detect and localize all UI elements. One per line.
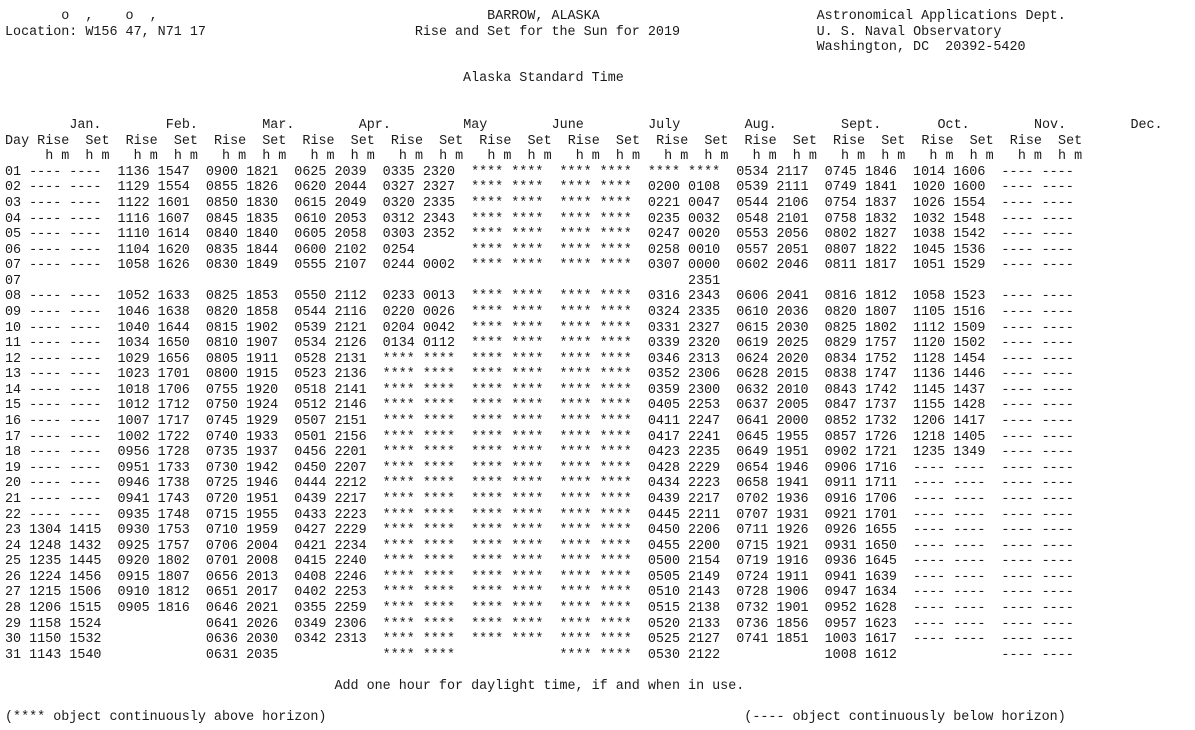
hm-label: h m [310, 149, 335, 165]
set-label: Set [1058, 133, 1083, 149]
month-header: May [463, 118, 488, 134]
set-label: Set [969, 133, 994, 149]
rise-label: Rise [1009, 133, 1042, 149]
table-row: 14 ---- ---- 1018 1706 0755 1920 0518 2141 **** **** **** **** **** **** 0359 2300 0632 2010 0843 1742 1145 1437 ---- ---- [5, 382, 1074, 398]
table-row: 09 ---- ---- 1046 1638 0820 1858 0544 2116 0220 0026 **** **** **** **** 0324 2335 0610 2036 0820 1807 1105 1516 ---- ---- [5, 304, 1074, 320]
hm-label: h m [222, 149, 247, 165]
degree-marks: o , o , [5, 9, 158, 24]
rise-label: Rise [744, 133, 777, 149]
month-header: Dec. [1130, 118, 1163, 134]
org-line-3: Washington, DC 20392-5420 [816, 40, 1026, 56]
set-label: Set [881, 133, 906, 149]
set-label: Set [173, 133, 198, 149]
table-row: 29 1158 1524 0641 2026 0349 2306 **** **** **** **** **** **** 0520 2133 0736 1856 0957 1623 ---- ---- ---- ---- [5, 616, 1074, 632]
month-header: Sept. [841, 118, 882, 134]
set-label: Set [615, 133, 641, 149]
hm-label: h m [527, 149, 552, 165]
location: Location: W156 47, N71 17 [5, 24, 206, 40]
month-header: Mar. [262, 118, 295, 134]
hm-label: h m [1017, 149, 1042, 165]
set-label: Set [350, 133, 375, 149]
table-row: 17 ---- ---- 1002 1722 0740 1933 0501 2156 **** **** **** **** **** **** 0417 2241 0645 1955 0857 1726 1218 1405 ---- ---- [5, 429, 1074, 445]
hm-label: h m [398, 149, 423, 165]
hm-label: h m [439, 149, 464, 165]
sun-rise-set-document [5, 9, 1195, 726]
hm-label: h m [752, 149, 777, 165]
hm-label: h m [792, 149, 817, 165]
month-header: July [648, 118, 681, 134]
rise-label: Rise [479, 133, 512, 149]
org-line-2: U. S. Naval Observatory [816, 24, 1002, 40]
time-zone: Alaska Standard Time [463, 71, 624, 87]
table-row: 15 ---- ---- 1012 1712 0750 1924 0512 2146 **** **** **** **** **** **** 0405 2253 0637 2005 0847 1737 1155 1428 ---- ---- [5, 398, 1074, 414]
table-row: 05 ---- ---- 1110 1614 0840 1840 0605 2058 0303 2352 **** **** **** **** 0247 0020 0553 2056 0802 1827 1038 1542 ---- ---- [5, 227, 1074, 243]
month-header: Nov. [1033, 118, 1067, 134]
table-row: 25 1235 1445 0920 1802 0701 2008 0415 2240 **** **** **** **** **** **** 0500 2154 0719 1916 0936 1645 ---- ---- ---- ---- [5, 554, 1074, 570]
legend-below: (---- object continuously below horizon) [744, 710, 1066, 726]
rise-label: Rise [567, 133, 600, 149]
set-label: Set [439, 133, 464, 149]
place-name: BARROW, ALASKA [487, 9, 600, 24]
set-label: Set [262, 133, 287, 149]
table-row: 03 ---- ---- 1122 1601 0850 1830 0615 2049 0320 2335 **** **** **** **** 0221 0047 0544 2106 0754 1837 1026 1554 ---- ---- [5, 195, 1074, 211]
hm-label: h m [841, 149, 866, 165]
hm-label: h m [262, 149, 287, 165]
set-label: Set [527, 133, 552, 149]
table-row: 30 1150 1532 0636 2030 0342 2313 **** **** **** **** **** **** 0525 2127 0741 1851 1003 1617 ---- ---- ---- ---- [5, 632, 1074, 648]
month-header: Oct. [937, 118, 970, 134]
table-row: 27 1215 1506 0910 1812 0651 2017 0402 2253 **** **** **** **** **** **** 0510 2143 0728 1906 0947 1634 ---- ---- ---- ---- [5, 585, 1074, 601]
table-row: 28 1206 1515 0905 1816 0646 2021 0355 2259 **** **** **** **** **** **** 0515 2138 0732 1901 0952 1628 ---- ---- ---- ---- [5, 600, 1074, 616]
org-line-1: Astronomical Applications Dept. [816, 9, 1066, 24]
table-row: 07 ---- ---- 1058 1626 0830 1849 0555 2107 0244 0002 **** **** **** **** 0307 0000 0602 2046 0811 1817 1051 1529 ---- ---- [5, 258, 1074, 274]
table-row: 31 1143 1540 0631 2035 **** **** **** **** 0530 2122 1008 1612 ---- ---- [5, 647, 1074, 663]
rise-label: Rise [302, 133, 335, 149]
hm-label: h m [704, 149, 729, 165]
set-label: Set [85, 133, 110, 149]
hm-label: h m [487, 149, 512, 165]
hm-label: h m [575, 149, 600, 165]
hm-label: h m [85, 149, 110, 165]
set-label: Set [704, 133, 729, 149]
table-row: 22 ---- ---- 0935 1748 0715 1955 0433 2223 **** **** **** **** **** **** 0445 2211 0707 1931 0921 1701 ---- ---- ---- ---- [5, 507, 1074, 523]
month-header: Feb. [165, 118, 198, 134]
table-row: 13 ---- ---- 1023 1701 0800 1915 0523 2136 **** **** **** **** **** **** 0352 2306 0628 2015 0838 1747 1136 1446 ---- ---- [5, 367, 1074, 383]
hm-label: h m [173, 149, 198, 165]
table-row: 18 ---- ---- 0956 1728 0735 1937 0456 2201 **** **** **** **** **** **** 0423 2235 0649 1951 0902 1721 1235 1349 ---- ---- [5, 445, 1074, 461]
table-row: 08 ---- ---- 1052 1633 0825 1853 0550 2112 0233 0013 **** **** **** **** 0316 2343 0606 2041 0816 1812 1058 1523 ---- ---- [5, 289, 1074, 305]
rise-label: Rise [214, 133, 247, 149]
rise-label: Rise [656, 133, 689, 149]
table-row: 16 ---- ---- 1007 1717 0745 1929 0507 2151 **** **** **** **** **** **** 0411 2247 0641 2000 0852 1732 1206 1417 ---- ---- [5, 414, 1074, 430]
hm-label: h m [969, 149, 994, 165]
table-row: 01 ---- ---- 1136 1547 0900 1821 0625 2039 0335 2320 **** **** **** **** **** **** 0534 2117 0745 1846 1014 1606 ---- ---- [5, 164, 1074, 180]
hm-label: h m [1058, 149, 1083, 165]
table-row: 26 1224 1456 0915 1807 0656 2013 0408 2246 **** **** **** **** **** **** 0505 2149 0724 1911 0941 1639 ---- ---- ---- ---- [5, 569, 1074, 585]
page-title: Rise and Set for the Sun for 2019 [414, 24, 681, 40]
table-row: 07 2351 [5, 273, 721, 289]
rise-label: Rise [921, 133, 954, 149]
table-row: 06 ---- ---- 1104 1620 0835 1844 0600 2102 0254 **** **** **** **** 0258 0010 0557 2051 0807 1822 1045 1536 ---- ---- [5, 242, 1074, 258]
hm-label: h m [881, 149, 906, 165]
table-row: 23 1304 1415 0930 1753 0710 1959 0427 2229 **** **** **** **** **** **** 0450 2206 0711 1926 0926 1655 ---- ---- ---- ---- [5, 523, 1074, 539]
rise-label: Rise [125, 133, 158, 149]
table-row: 11 ---- ---- 1034 1650 0810 1907 0534 2126 0134 0112 **** **** **** **** 0339 2320 0619 2025 0829 1757 1120 1502 ---- ---- [5, 336, 1074, 352]
month-header: Apr. [358, 118, 391, 134]
hm-label: h m [929, 149, 954, 165]
day-label: Day [5, 133, 30, 149]
legend-above: (**** object continuously above horizon) [5, 710, 327, 726]
month-header: Jan. [69, 118, 102, 134]
hm-label: h m [350, 149, 375, 165]
table-row: 02 ---- ---- 1129 1554 0855 1826 0620 2044 0327 2327 **** **** **** **** 0200 0108 0539 2111 0749 1841 1020 1600 ---- ---- [5, 180, 1074, 196]
table-row: 12 ---- ---- 1029 1656 0805 1911 0528 2131 **** **** **** **** **** **** 0346 2313 0624 2020 0834 1752 1128 1454 ---- ---- [5, 351, 1074, 367]
table-row: 24 1248 1432 0925 1757 0706 2004 0421 2234 **** **** **** **** **** **** 0455 2200 0715 1921 0931 1650 ---- ---- ---- ---- [5, 538, 1074, 554]
hm-label: h m [664, 149, 689, 165]
table-row: 10 ---- ---- 1040 1644 0815 1902 0539 2121 0204 0042 **** **** **** **** 0331 2327 0615 2030 0825 1802 1112 1509 ---- ---- [5, 320, 1074, 336]
hm-label: h m [615, 149, 641, 165]
month-header: June [551, 118, 584, 134]
month-header: Aug. [744, 118, 777, 134]
table-row: 19 ---- ---- 0951 1733 0730 1942 0450 2207 **** **** **** **** **** **** 0428 2229 0654 1946 0906 1716 ---- ---- ---- ---- [5, 460, 1074, 476]
set-label: Set [792, 133, 817, 149]
table-row: 21 ---- ---- 0941 1743 0720 1951 0439 2217 **** **** **** **** **** **** 0439 2217 0702 1936 0916 1706 ---- ---- ---- ---- [5, 491, 1074, 507]
rise-label: Rise [37, 133, 70, 149]
table-row: 20 ---- ---- 0946 1738 0725 1946 0444 2212 **** **** **** **** **** **** 0434 2223 0658 1941 0911 1711 ---- ---- ---- ---- [5, 476, 1074, 492]
hm-label: h m [45, 149, 70, 165]
rise-label: Rise [832, 133, 866, 149]
table-row: 04 ---- ---- 1116 1607 0845 1835 0610 2053 0312 2343 **** **** **** **** 0235 0032 0548 2101 0758 1832 1032 1548 ---- ---- [5, 211, 1074, 227]
hm-label: h m [133, 149, 158, 165]
rise-label: Rise [390, 133, 423, 149]
daylight-note: Add one hour for daylight time, if and when in use. [334, 678, 745, 694]
